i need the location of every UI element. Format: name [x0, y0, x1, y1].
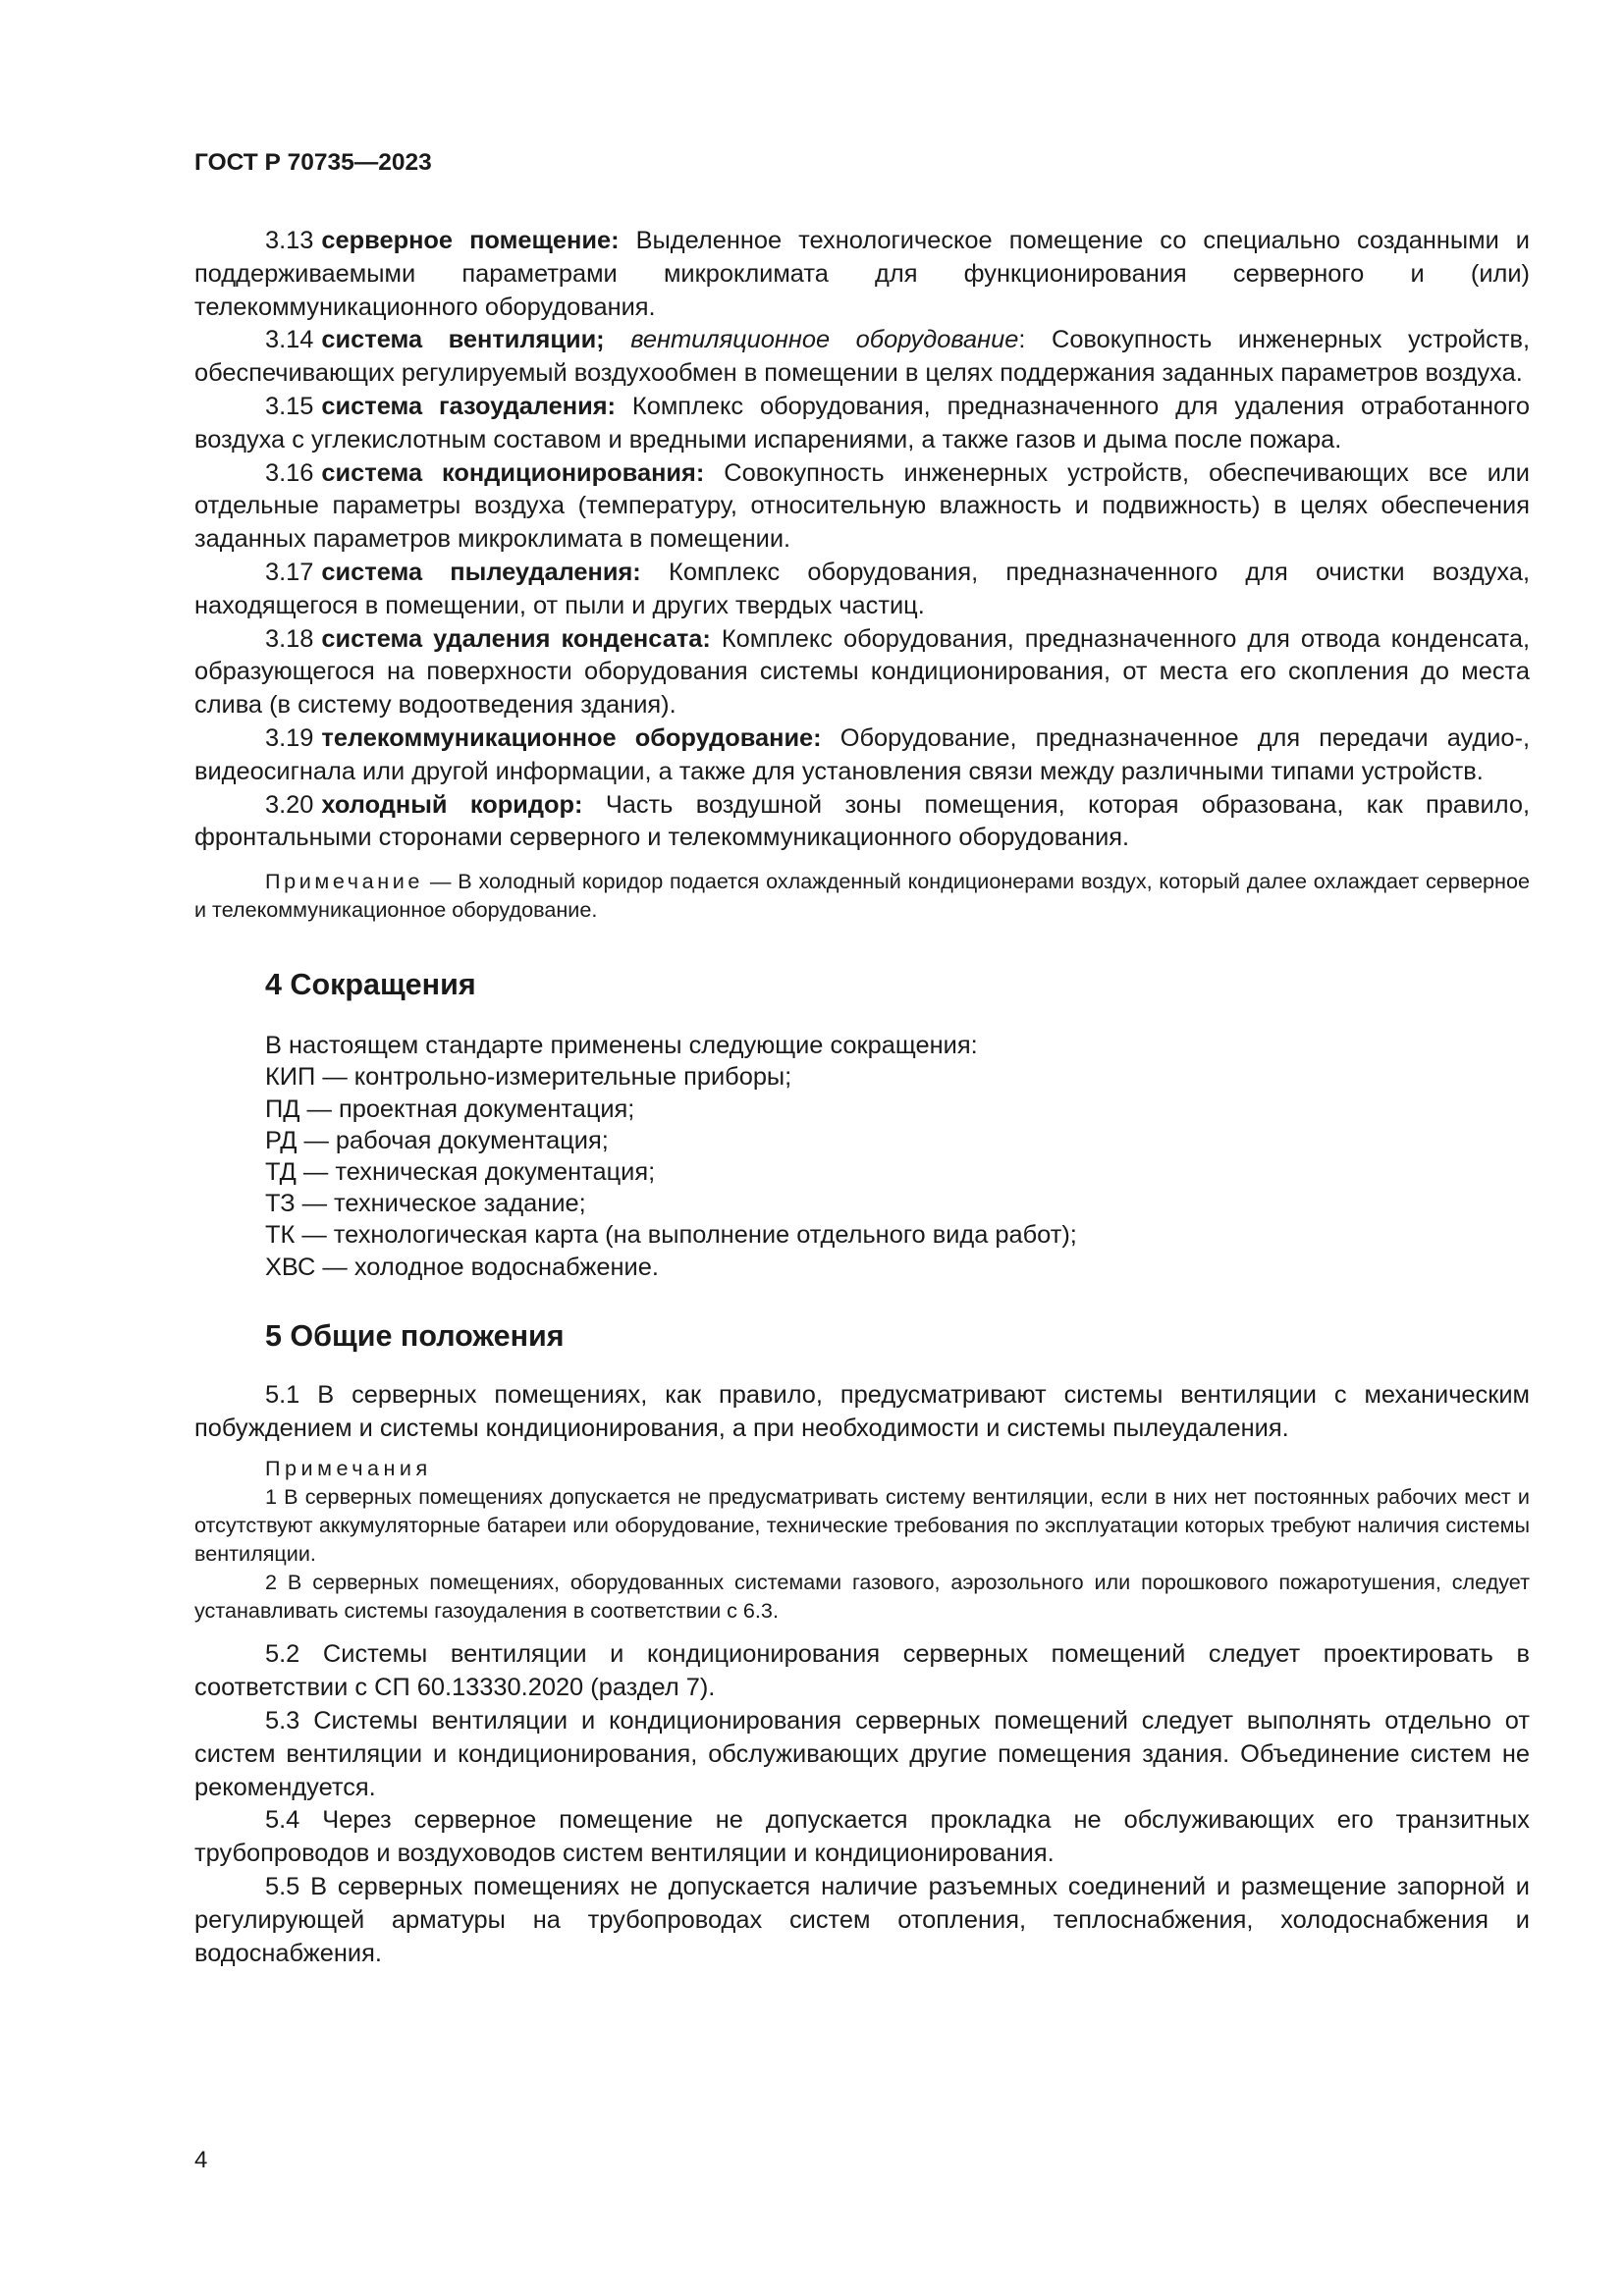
- page-number: 4: [194, 2147, 208, 2173]
- term-name: система кондиционирования:: [321, 458, 705, 487]
- note-label: Примечание: [265, 869, 423, 894]
- term-name: телекоммуникационное оборудование:: [321, 723, 822, 752]
- abbreviation-item: ПД — проектная документация;: [265, 1095, 635, 1123]
- term-3-15: [194, 391, 1530, 457]
- term-number: 3.15: [265, 392, 314, 420]
- term-3-20: [194, 789, 1530, 856]
- abbreviations-intro: В настоящем стандарте применены следующие сокращения:: [265, 1032, 978, 1060]
- term-name: система удаления конденсата:: [321, 624, 711, 653]
- abbreviation-item: ТД — техническая документация;: [265, 1157, 656, 1186]
- term-definition: : Совокупность инженерных устройств, обеспечивающих регулируемый воздухообмен в помещении в целях поддержания заданных параметров воздуха.: [194, 326, 1530, 388]
- abbreviation-item: КИП — контрольно-измерительные приборы;: [265, 1063, 792, 1092]
- term-name: серверное помещение:: [321, 227, 620, 254]
- term-name: холодный коридор:: [321, 790, 583, 819]
- term-name: система вентиляции;: [321, 326, 605, 354]
- term-definition: Часть воздушной зоны помещения, которая образована, как правило, фронтальными сторонами серверного и телекоммуникационного оборудования.: [194, 790, 1530, 852]
- term-definition: Комплекс оборудования, предназначенного для очистки воздуха, находящегося в помещении, от пыли и других твердых частиц.: [194, 558, 1531, 619]
- section-5-heading: 5 Общие положения: [265, 1318, 565, 1353]
- abbreviation-item: ТК — технологическая карта (на выполнение отдельного вида работ);: [265, 1221, 1077, 1250]
- paragraph-5-3: 5.3 Системы вентиляции и кондиционирования серверных помещений следует выполнять отдельно от систем вентиляции и кондиционирования, обслуживающих другие помещения здания. Объединение систем не рекомендуется.: [194, 1706, 1530, 1801]
- term-3-19: [194, 722, 1530, 789]
- term-name: система газоудаления:: [321, 392, 616, 420]
- paragraph-5-2: 5.2 Системы вентиляции и кондиционирования серверных помещений следует проектировать в соответствии с СП 60.13330.2020 (раздел 7).: [194, 1640, 1530, 1702]
- term-number: 3.16: [265, 458, 314, 487]
- term-number: 3.20: [265, 790, 314, 819]
- term-number: 3.13: [265, 227, 314, 254]
- term-3-17: [194, 557, 1530, 623]
- note-text: — В холодный коридор подается охлажденный кондиционерами воздух, который далее охлаждает серверное и телекоммуникационное оборудование.: [194, 869, 1530, 923]
- term-number: 3.18: [265, 624, 314, 653]
- term-definition: Выделенное технологическое помещение со специально созданными и поддерживаемыми параметрами микроклимата для функционирования серверного и (или) телекоммуникационного оборудования.: [194, 227, 1530, 321]
- document-code-header: ГОСТ Р 70735—2023: [194, 149, 432, 176]
- term-definition: Комплекс оборудования, предназначенного для удаления отработанного воздуха с углекислотным составом и вредными испарениями, а также газов и дыма после пожара.: [194, 392, 1530, 454]
- term-definition: Комплекс оборудования, предназначенного для отвода конденсата, образующегося на поверхности оборудования системы кондиционирования, от места его скопления до места слива (в систему водоотведения здания).: [194, 624, 1530, 720]
- paragraph-5-1: 5.1 В серверных помещениях, как правило, предусматривают системы вентиляции с механическим побуждением и системы кондиционирования, а при необходимости и системы пылеудаления.: [194, 1380, 1530, 1442]
- notes-title: Примечания: [265, 1456, 432, 1481]
- term-3-18: [194, 623, 1530, 722]
- note-2: 2 В серверных помещениях, оборудованных системами газового, аэрозольного или порошкового пожаротушения, следует устанавливать системы газоудаления в соответствии с 6.3.: [194, 1570, 1530, 1624]
- term-3-16: [194, 457, 1530, 557]
- document-page: [194, 147, 1530, 1970]
- term-number: 3.19: [265, 723, 314, 752]
- term-definition: Совокупность инженерных устройств, обеспечивающих все или отдельные параметры воздуха (температуру, относительную влажность и подвижность) в целях обеспечения заданных параметров микроклимата в помещении.: [194, 458, 1530, 554]
- term-number: 3.14: [265, 326, 314, 354]
- term-number: 3.17: [265, 558, 314, 586]
- term-name: система пылеудаления:: [321, 558, 641, 586]
- abbreviation-item: РД — рабочая документация;: [265, 1126, 609, 1154]
- paragraph-5-5: 5.5 В серверных помещениях не допускается наличие разъемных соединений и размещение запорной и регулирующей арматуры на трубопроводах систем отопления, теплоснабжения, холодоснабжения и водоснабжения.: [194, 1872, 1530, 1967]
- term-definition: Оборудование, предназначенное для передачи аудио-, видеосигнала или другой информации, а также для установления связи между различными типами устройств.: [194, 723, 1531, 785]
- term-3-14: [194, 324, 1530, 391]
- note-1: 1 В серверных помещениях допускается не предусматривать систему вентиляции, если в них нет постоянных рабочих мест и отсутствуют аккумуляторные батареи или оборудование, технические требования по эксплуатации которых требуют наличия системы вентиляции.: [194, 1484, 1530, 1567]
- paragraph-5-4: 5.4 Через серверное помещение не допускается прокладка не обслуживающих его транзитных трубопроводов и воздуховодов систем вентиляции и кондиционирования.: [194, 1806, 1530, 1868]
- abbreviation-item: ХВС — холодное водоснабжение.: [265, 1253, 659, 1281]
- notes-group: [194, 1455, 1530, 1625]
- term-synonym: вентиляционное оборудование: [630, 326, 1019, 354]
- term-note: [194, 867, 1530, 924]
- term-3-13: [194, 225, 1530, 324]
- abbreviation-item: ТЗ — техническое задание;: [265, 1190, 586, 1218]
- section-4-heading: 4 Сокращения: [265, 968, 476, 1002]
